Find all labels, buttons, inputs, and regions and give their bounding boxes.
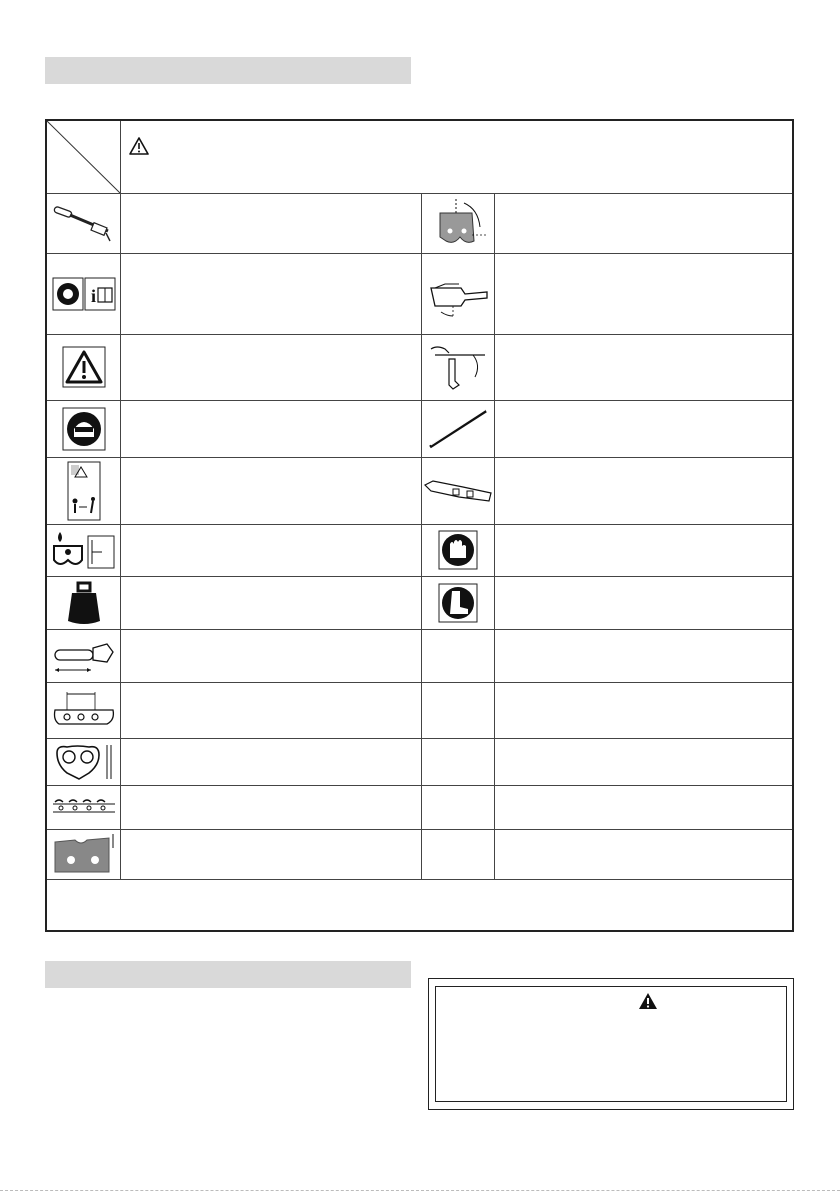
bystander-distance-icon xyxy=(49,458,119,523)
read-manual-icon xyxy=(49,255,119,333)
chain-links-icon xyxy=(49,786,119,828)
warning-triangle-icon xyxy=(638,992,658,1010)
chain-pitch-icon xyxy=(49,683,119,737)
symbols-table xyxy=(45,119,794,932)
weight-icon xyxy=(49,577,119,628)
depth-gauge-setting-icon xyxy=(49,830,119,878)
boots-icon xyxy=(422,577,494,628)
corner-diagonal xyxy=(47,121,121,194)
warning-triangle-icon xyxy=(49,335,119,399)
bar-length-icon xyxy=(49,630,119,681)
section-header-bar xyxy=(45,961,411,988)
warning-triangle-icon xyxy=(129,137,149,155)
cutter-top-angle-icon xyxy=(422,195,494,251)
oil-fuel-icon xyxy=(49,525,119,575)
head-eye-ear-protection-icon xyxy=(49,401,119,456)
round-file-icon xyxy=(422,401,494,456)
warning-box xyxy=(428,978,794,1110)
pole-saw-icon xyxy=(49,195,119,251)
svg-text:i: i xyxy=(91,286,97,306)
section-header-bar xyxy=(45,57,411,84)
gloves-icon xyxy=(422,525,494,575)
file-holding-angle-icon xyxy=(422,335,494,399)
warning-box-frame xyxy=(435,986,787,1102)
drive-link-gauge-icon xyxy=(49,739,119,784)
cutter-side-angle-icon xyxy=(422,255,494,333)
page-bottom-edge xyxy=(0,1190,840,1191)
depth-gauge-tool-icon xyxy=(422,458,494,523)
